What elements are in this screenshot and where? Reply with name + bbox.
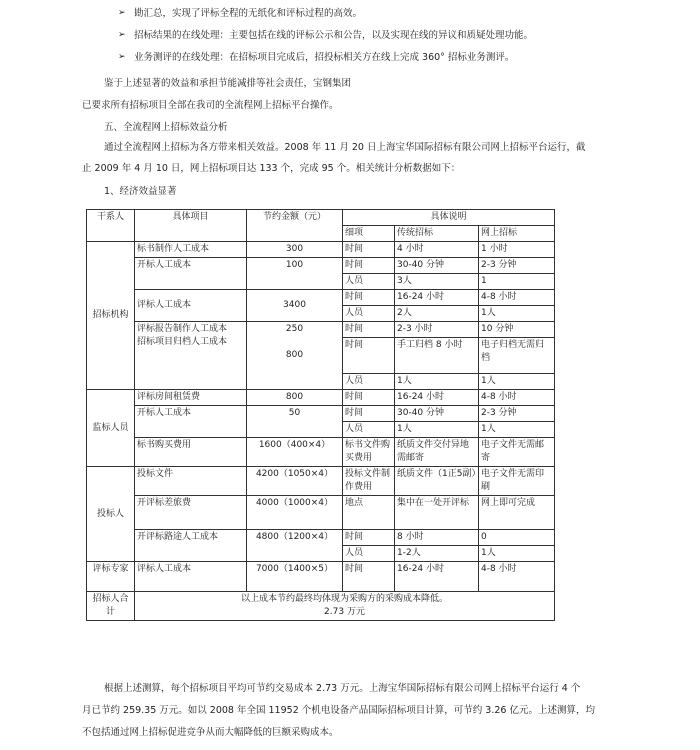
row-detail: 时间 bbox=[343, 290, 395, 306]
header-detail: 具体说明 bbox=[343, 210, 555, 226]
row-detail: 时间 bbox=[343, 562, 395, 592]
row-online: 1人 bbox=[479, 422, 555, 438]
row-online: 4-8 小时 bbox=[479, 290, 555, 306]
paragraph: 通过全流程网上招标为各方带来相关效益。2008 年 11 月 20 日上海宝华国际招标有限公司网上招标平台运行，截 bbox=[104, 142, 586, 153]
row-saving: 7000（1400×5） bbox=[247, 562, 343, 592]
benefit-table bbox=[86, 209, 555, 621]
header-item: 具体项目 bbox=[135, 210, 247, 242]
row-saving: 1600（400×4） bbox=[247, 438, 343, 467]
header-online: 网上招标 bbox=[479, 226, 555, 242]
total-value: 2.73 万元 bbox=[324, 607, 365, 617]
total-text: 以上成本节约最终均体现为采购方的采购成本降低。 bbox=[240, 594, 448, 604]
row-traditional: 3人 bbox=[395, 274, 479, 290]
row-online: 10 分钟 bbox=[479, 322, 555, 338]
row-online: 4-8 小时 bbox=[479, 562, 555, 592]
row-online: 1人 bbox=[479, 546, 555, 562]
row-detail: 地点 bbox=[343, 496, 395, 530]
row-saving: 100 bbox=[247, 258, 343, 290]
header-saving: 节约金额（元） bbox=[247, 210, 343, 242]
row-detail: 人员 bbox=[343, 422, 395, 438]
row-detail: 时间 bbox=[343, 258, 395, 274]
row-traditional: 纸质文件（1正5副） bbox=[395, 467, 479, 496]
row-online: 网上即可完成 bbox=[479, 496, 555, 530]
bullet-arrow-icon: ➢ bbox=[118, 52, 126, 62]
row-detail: 时间 bbox=[343, 530, 395, 546]
row-saving: 300 bbox=[247, 242, 343, 258]
row-item: 招标项目归档人工成本 bbox=[137, 337, 228, 347]
header-detail-item: 细项 bbox=[343, 226, 395, 242]
section-title: 五、全流程网上招标效益分析 bbox=[104, 122, 228, 133]
row-traditional: 4 小时 bbox=[395, 242, 479, 258]
row-traditional: 30-40 分钟 bbox=[395, 406, 479, 422]
row-traditional: 1人 bbox=[395, 422, 479, 438]
row-item: 开标人工成本 bbox=[135, 406, 247, 438]
row-saving: 3400 bbox=[247, 290, 343, 322]
party-expert: 评标专家 bbox=[87, 562, 135, 592]
row-traditional: 2-3 小时 bbox=[395, 322, 479, 338]
row-traditional: 手工归档 8 小时 bbox=[395, 338, 479, 374]
bullet-text: 业务测评的在线处理：在招标项目完成后，招投标相关方在线上完成 360° 招标业务测评。 bbox=[134, 52, 515, 63]
row-saving: 4000（1000×4） bbox=[247, 496, 343, 530]
bullet-text: 勘汇总，实现了评标全程的无纸化和评标过程的高效。 bbox=[134, 8, 363, 19]
row-detail: 人员 bbox=[343, 546, 395, 562]
row-item: 评标人工成本 bbox=[135, 290, 247, 322]
paragraph: 止 2009 年 4 月 10 日，网上招标项目达 133 个，完成 95 个。相关统计分析数据如下： bbox=[82, 163, 461, 174]
row-item: 开标人工成本 bbox=[135, 258, 247, 290]
party-total: 招标人合计 bbox=[87, 592, 135, 621]
row-detail: 时间 bbox=[343, 338, 395, 374]
paragraph: 不包括通过网上招标促进竞争从而大幅降低的巨额采购成本。 bbox=[82, 727, 339, 738]
row-traditional: 集中在一处开评标 bbox=[395, 496, 479, 530]
row-traditional: 纸质文件交付异地需邮寄 bbox=[395, 438, 479, 467]
paragraph: 已要求所有招标项目全部在我司的全流程网上招标平台操作。 bbox=[82, 100, 339, 111]
party-supervisor: 监标人员 bbox=[87, 390, 135, 467]
paragraph: 根据上述测算，每个招标项目平均可节约交易成本 2.73 万元。上海宝华国际招标有限公司网上招标平台运行 4 个 bbox=[104, 683, 581, 694]
row-item: 投标文件 bbox=[135, 467, 247, 496]
row-item: 评标人工成本 bbox=[135, 562, 247, 592]
row-online: 电子文件无需印刷 bbox=[479, 467, 555, 496]
row-item: 评标房间租赁费 bbox=[135, 390, 247, 406]
row-online: 1人 bbox=[479, 306, 555, 322]
row-saving: 250 bbox=[285, 324, 304, 334]
row-traditional: 16-24 小时 bbox=[395, 290, 479, 306]
row-online: 1人 bbox=[479, 374, 555, 390]
row-online: 1 小时 bbox=[479, 242, 555, 258]
row-traditional: 30-40 分钟 bbox=[395, 258, 479, 274]
row-traditional: 1人 bbox=[395, 374, 479, 390]
header-party: 干系人 bbox=[87, 210, 135, 242]
row-detail: 时间 bbox=[343, 242, 395, 258]
row-saving: 4800（1200×4） bbox=[247, 530, 343, 562]
subsection-title: 1、经济效益显著 bbox=[104, 186, 177, 197]
row-detail: 人员 bbox=[343, 374, 395, 390]
row-saving: 800 bbox=[285, 350, 304, 360]
row-online: 0 bbox=[479, 530, 555, 546]
row-detail: 标书文件购买费用 bbox=[343, 438, 395, 467]
total-cell bbox=[135, 592, 555, 621]
row-online: 4-8 小时 bbox=[479, 390, 555, 406]
row-detail: 人员 bbox=[343, 306, 395, 322]
row-online: 1 bbox=[479, 274, 555, 290]
paragraph: 鉴于上述显著的效益和承担节能减排等社会责任，宝钢集团 bbox=[104, 78, 352, 89]
bullet-arrow-icon: ➢ bbox=[118, 30, 126, 40]
row-online: 2-3 分钟 bbox=[479, 406, 555, 422]
row-detail: 时间 bbox=[343, 390, 395, 406]
row-item: 开评标差旅费 bbox=[135, 496, 247, 530]
bullet-arrow-icon: ➢ bbox=[118, 8, 126, 18]
row-detail: 时间 bbox=[343, 406, 395, 422]
row-traditional: 16-24 小时 bbox=[395, 562, 479, 592]
party-bidder: 投标人 bbox=[87, 467, 135, 562]
row-item: 标书购买费用 bbox=[135, 438, 247, 467]
row-detail: 投标文件制作费用 bbox=[343, 467, 395, 496]
row-online: 电子归档无需归档 bbox=[479, 338, 555, 374]
row-detail: 人员 bbox=[343, 274, 395, 290]
bullet-text: 招标结果的在线处理：主要包括在线的评标公示和公告，以及实现在线的异议和质疑处理功能。 bbox=[134, 30, 534, 41]
header-traditional: 传统招标 bbox=[395, 226, 479, 242]
row-saving: 50 bbox=[247, 406, 343, 438]
row-online: 2-3 分钟 bbox=[479, 258, 555, 274]
row-item-group bbox=[135, 322, 247, 390]
row-traditional: 16-24 小时 bbox=[395, 390, 479, 406]
party-tender-agency: 招标机构 bbox=[87, 242, 135, 390]
row-item: 评标报告制作人工成本 bbox=[137, 324, 228, 334]
row-traditional: 1-2人 bbox=[395, 546, 479, 562]
row-item: 开评标路途人工成本 bbox=[135, 530, 247, 562]
row-item: 标书制作人工成本 bbox=[135, 242, 247, 258]
row-traditional: 2人 bbox=[395, 306, 479, 322]
row-online: 电子文件无需邮寄 bbox=[479, 438, 555, 467]
row-detail: 时间 bbox=[343, 322, 395, 338]
row-saving: 4200（1050×4） bbox=[247, 467, 343, 496]
row-saving: 800 bbox=[247, 390, 343, 406]
row-traditional: 8 小时 bbox=[395, 530, 479, 546]
row-saving-group bbox=[247, 322, 343, 390]
paragraph: 月已节约 259.35 万元。如以 2008 年全国 11952 个机电设备产品国际招标项目计算，可节约 3.26 亿元。上述测算，均 bbox=[82, 705, 595, 716]
